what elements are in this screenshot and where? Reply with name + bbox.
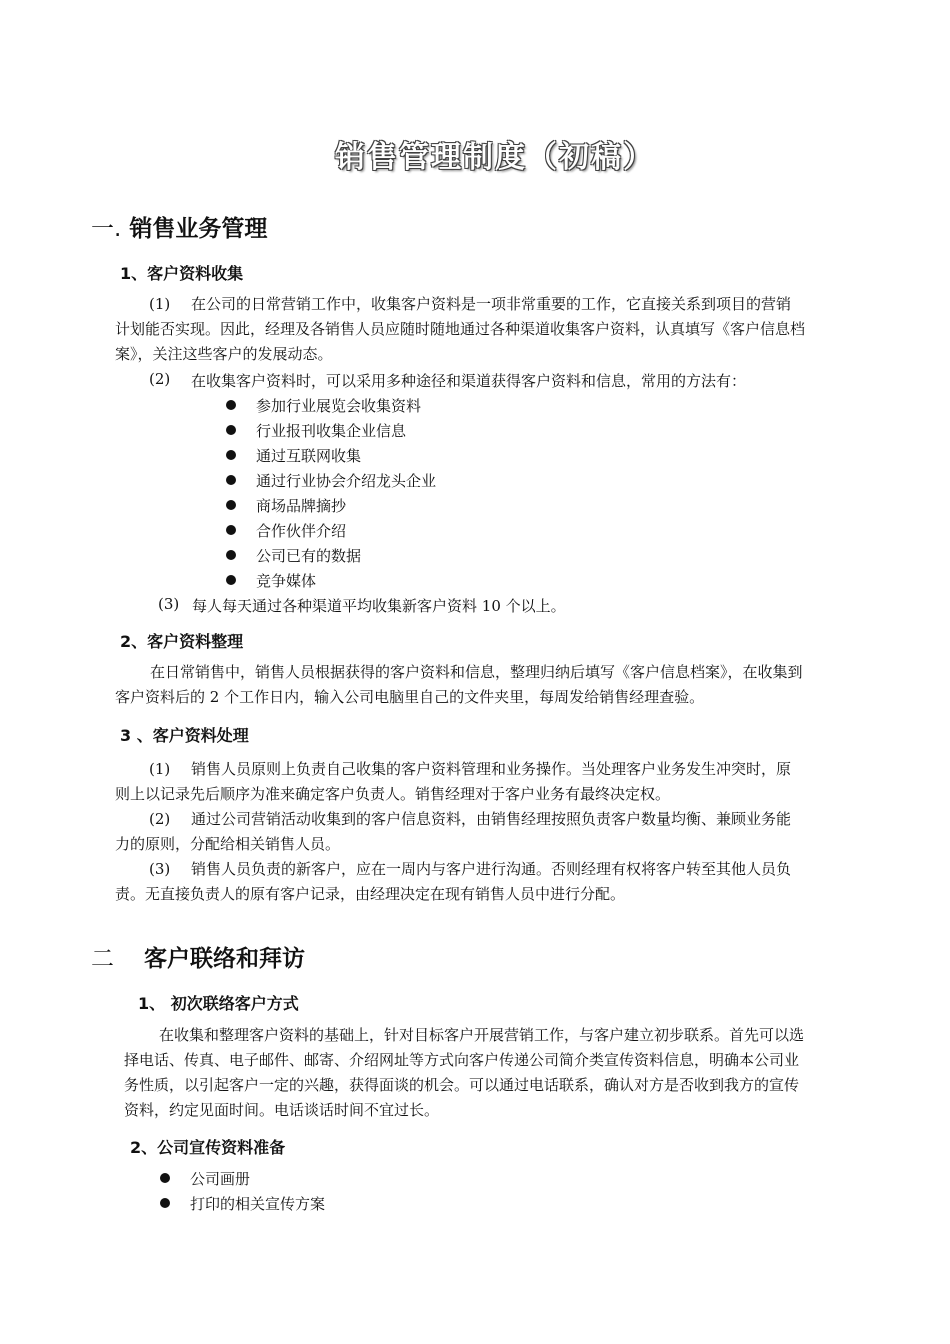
list-item-text: 打印的相关宣传方案 bbox=[190, 1195, 326, 1213]
list-item bbox=[226, 420, 406, 441]
paragraph bbox=[115, 857, 865, 907]
list-item bbox=[160, 1193, 325, 1214]
bullet-icon bbox=[226, 400, 236, 410]
item-number: (2) bbox=[149, 370, 171, 388]
paragraph-line: 在公司的日常营销工作中，收集客户资料是一项非常重要的工作，它直接关系到项目的营销 bbox=[191, 295, 792, 313]
paragraph-line: 计划能否实现。因此，经理及各销售人员应随时随地通过各种渠道收集客户资料，认真填写《客户信息档 bbox=[115, 320, 806, 338]
paragraph-line: 在收集和整理客户资料的基础上，针对目标客户开展营销工作，与客户建立初步联系。首先可以选 bbox=[159, 1026, 805, 1044]
bullet-icon bbox=[226, 550, 236, 560]
item-number: (1) bbox=[149, 760, 171, 778]
bullet-icon bbox=[226, 475, 236, 485]
paragraph-line: 责。无直接负责人的原有客户记录，由经理决定在现有销售人员中进行分配。 bbox=[115, 885, 626, 903]
subsection-2-2-heading: 2、公司宣传资料准备 bbox=[130, 1138, 286, 1157]
item-text: 在收集客户资料时，可以采用多种途径和渠道获得客户资料和信息，常用的方法有： bbox=[191, 372, 747, 390]
bullet-icon bbox=[160, 1173, 170, 1183]
bullet-icon bbox=[226, 525, 236, 535]
list-item-text: 竞争媒体 bbox=[256, 572, 317, 590]
bullet-icon bbox=[160, 1198, 170, 1208]
bullet-icon bbox=[226, 425, 236, 435]
bullet-icon bbox=[226, 575, 236, 585]
item-number: (3) bbox=[158, 595, 180, 613]
paragraph-line: 通过公司营销活动收集到的客户信息资料，由销售经理按照负责客户数量均衡、兼顾业务能 bbox=[191, 810, 792, 828]
list-item-text: 合作伙伴介绍 bbox=[256, 522, 347, 540]
item-number: (2) bbox=[149, 810, 171, 828]
paragraph-line: 力的原则，分配给相关销售人员。 bbox=[115, 835, 341, 853]
paragraph-line: 资料，约定见面时间。电话谈话时间不宜过长。 bbox=[124, 1101, 440, 1119]
paragraph bbox=[124, 1023, 864, 1123]
paragraph bbox=[115, 757, 865, 807]
list-item-text: 通过行业协会介绍龙头企业 bbox=[256, 472, 437, 490]
item-number: (1) bbox=[149, 295, 171, 313]
subsection-1-3-heading: 3 、客户资料处理 bbox=[120, 726, 249, 745]
list-item-text: 公司画册 bbox=[190, 1170, 251, 1188]
list-item-text: 参加行业展览会收集资料 bbox=[256, 397, 422, 415]
paragraph-line: 销售人员负责的新客户，应在一周内与客户进行沟通。否则经理有权将客户转至其他人员负 bbox=[191, 860, 792, 878]
section-1-title: 销售业务管理 bbox=[129, 216, 268, 242]
list-item bbox=[226, 495, 346, 516]
document-title: 销售管理制度（初稿） bbox=[335, 140, 655, 175]
subsection-2-1-heading: 1、 初次联络客户方式 bbox=[138, 994, 299, 1013]
list-item-text: 行业报刊收集企业信息 bbox=[256, 422, 407, 440]
list-item-text: 公司已有的数据 bbox=[256, 547, 362, 565]
list-item bbox=[226, 570, 316, 591]
paragraph bbox=[115, 807, 865, 857]
paragraph-line: 在日常销售中，销售人员根据获得的客户资料和信息，整理归纳后填写《客户信息档案》，在收集到 bbox=[150, 663, 803, 681]
paragraph-line: 择电话、传真、电子邮件、邮寄、介绍网址等方式向客户传递公司简介类宣传资料信息，明确本公司业 bbox=[124, 1051, 800, 1069]
section-1-heading bbox=[91, 210, 267, 243]
section-2-title: 客户联络和拜访 bbox=[144, 946, 306, 972]
section-2-number: 二 bbox=[91, 946, 114, 972]
section-1-number: 一. bbox=[91, 216, 122, 242]
bullet-icon bbox=[226, 450, 236, 460]
paragraph bbox=[115, 292, 865, 367]
paragraph-line: 务性质，以引起客户一定的兴趣，获得面谈的机会。可以通过电话联系，确认对方是否收到我方的宣传 bbox=[124, 1076, 800, 1094]
list-item bbox=[226, 470, 436, 491]
list-item-text: 商场品牌摘抄 bbox=[256, 497, 347, 515]
list-item-text: 通过互联网收集 bbox=[256, 447, 362, 465]
list-item bbox=[226, 520, 346, 541]
paragraph bbox=[115, 660, 865, 710]
paragraph-line: 案》，关注这些客户的发展动态。 bbox=[115, 345, 333, 363]
list-item bbox=[226, 445, 361, 466]
list-item bbox=[160, 1168, 250, 1189]
bullet-icon bbox=[226, 500, 236, 510]
subsection-1-2-heading: 2、客户资料整理 bbox=[120, 632, 244, 651]
section-2-heading bbox=[91, 940, 305, 973]
list-item bbox=[226, 395, 421, 416]
item-number: (3) bbox=[149, 860, 171, 878]
paragraph-line: 客户资料后的 2 个工作日内，输入公司电脑里自己的文件夹里，每周发给销售经理查验。 bbox=[115, 688, 705, 706]
subsection-1-1-heading: 1、客户资料收集 bbox=[120, 264, 244, 283]
item-text: 每人每天通过各种渠道平均收集新客户资料 10 个以上。 bbox=[192, 597, 566, 615]
paragraph-line: 则上以记录先后顺序为准来确定客户负责人。销售经理对于客户业务有最终决定权。 bbox=[115, 785, 671, 803]
list-item bbox=[226, 545, 361, 566]
paragraph-line: 销售人员原则上负责自己收集的客户资料管理和业务操作。当处理客户业务发生冲突时，原 bbox=[191, 760, 792, 778]
